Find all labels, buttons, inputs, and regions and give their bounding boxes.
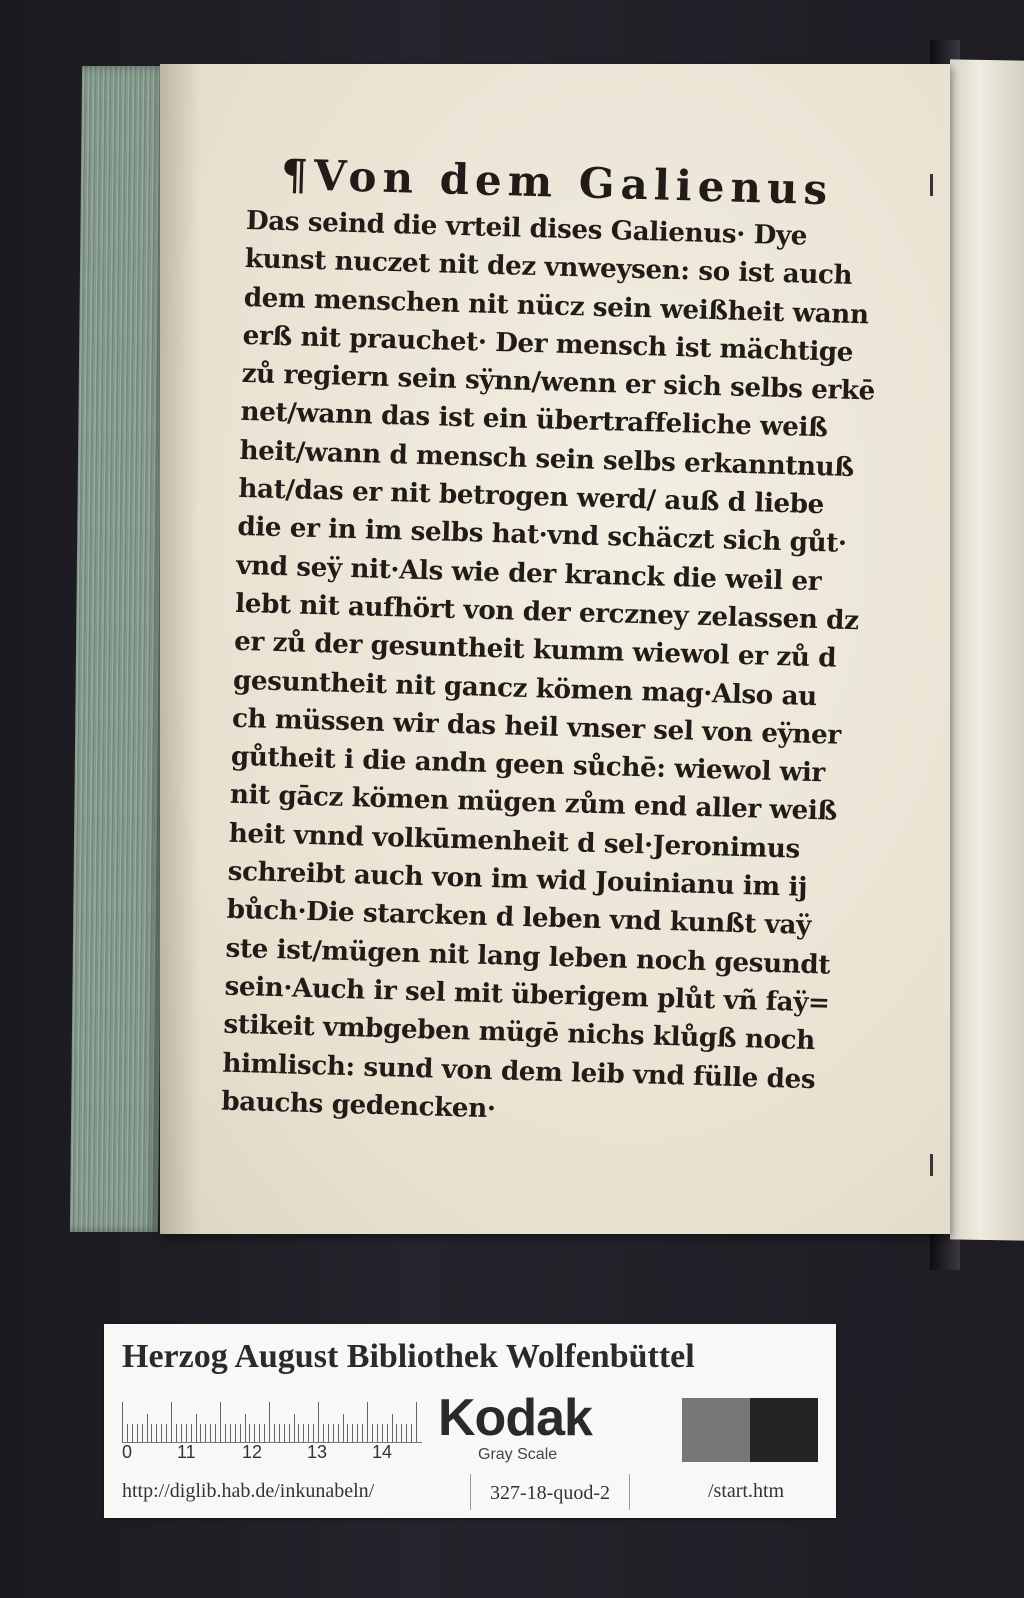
text-line: net/wann das ist ein übertraffeliche weiß [240,396,828,444]
text-line: hat/das er nit betrogen werd/ auß d liebe [238,472,825,521]
ruler-tick [196,1414,197,1442]
ruler-tick [137,1424,138,1442]
margin-mark-bottom [930,1154,933,1176]
dark-swatch [750,1398,818,1462]
ruler-tick [220,1402,221,1442]
ruler-tick [323,1424,324,1442]
text-line: heit vnnd volkūmenheit d sel·Jeronimus [228,817,801,865]
text-line: bůch·Die starcken d leben vnd kunßt vaÿ [226,894,812,942]
ruler-tick [240,1424,241,1442]
ruler-tick [357,1424,358,1442]
ruler-label: 12 [242,1442,263,1462]
text-line: die er in im selbs hat·vnd schäczt sich gůt· [236,511,848,560]
ruler-label: 14 [372,1442,393,1462]
book-page [160,64,950,1234]
ruler-tick [235,1424,236,1442]
ruler-tick [142,1424,143,1442]
ruler-tick [392,1414,393,1442]
ruler-labels [122,1442,422,1466]
text-line: lebt nit aufhört von der erczney zelassen dz [234,587,859,637]
ruler-tick [245,1414,246,1442]
ruler-tick [171,1402,172,1442]
ruler-tick [127,1424,128,1442]
ruler-tick [289,1424,290,1442]
text-line: gesuntheit nit gancz kömen mag·Also au [232,664,818,712]
text-line: Das seind die vrteil dises Galienus· Dye [245,204,808,252]
text-line: schreibt auch von im wid Jouinianu im ij [227,855,808,903]
ruler-tick [215,1424,216,1442]
ruler-tick [377,1424,378,1442]
page-stack-edge [70,66,170,1232]
ruler-label: 0 [122,1442,133,1462]
library-name: Herzog August Bibliothek Wolfenbüttel [122,1338,695,1375]
chapter-heading: ¶Von dem Galienus [280,149,834,215]
ruler-tick [205,1424,206,1442]
ruler-tick [382,1424,383,1442]
ruler-tick [343,1414,344,1442]
ruler-tick [362,1424,363,1442]
ruler-tick [254,1424,255,1442]
ruler-tick [352,1424,353,1442]
ruler-tick [259,1424,260,1442]
text-line: ste ist/mügen nit lang leben noch gesundt [225,932,831,981]
ruler-tick [313,1424,314,1442]
ruler-tick [181,1424,182,1442]
ruler-tick [308,1424,309,1442]
ruler-tick [279,1424,280,1442]
ruler-tick [225,1424,226,1442]
ruler-tick [147,1414,148,1442]
kodak-logo: Kodak [438,1389,592,1447]
ruler-label: 11 [177,1442,196,1462]
text-line: kunst nuczet nit dez vnweysen: so ist auch [244,243,853,292]
page-text-block [220,148,876,1138]
text-line: dem menschen nit nücz sein weißheit wann [243,281,870,330]
ruler-tick [156,1424,157,1442]
ruler-tick [210,1424,211,1442]
text-line: stikeit vmbgeben mügē nichs klůgß noch [223,1008,816,1057]
ruler-tick [411,1424,412,1442]
ruler-tick [249,1424,250,1442]
ruler-tick [191,1424,192,1442]
ruler-tick [284,1424,285,1442]
ruler-tick [401,1424,402,1442]
ruler-tick [294,1414,295,1442]
start-path: /start.htm [708,1480,785,1502]
ruler-tick [132,1424,133,1442]
text-line: ch müssen wir das heil vnser sel von eÿner [231,702,842,751]
text-line: nit gācz kömen mügen zům end aller weiß [229,779,838,828]
library-url: http://diglib.hab.de/inkunabeln/ [122,1480,375,1502]
ruler-tick [122,1402,123,1442]
text-line: zů regiern sein sÿnn/wenn er sich selbs erkē [241,358,876,407]
ruler-tick [338,1424,339,1442]
ruler-tick [318,1402,319,1442]
gray-scale-label: Gray Scale [478,1446,558,1463]
text-line: erß nit prauchet· Der mensch ist mächtige [242,319,854,368]
ruler-tick [333,1424,334,1442]
ruler-label: 13 [307,1442,328,1462]
ruler-tick [161,1424,162,1442]
ruler-tick [298,1424,299,1442]
next-page-edge [950,59,1024,1240]
ruler-tick [274,1424,275,1442]
text-line: vnd seÿ nit·Als wie der kranck die weil er [235,549,822,597]
ruler-tick [387,1424,388,1442]
ruler-tick [396,1424,397,1442]
text-line: gůtheit i die andn geen sůchē: wiewol wir [230,740,826,789]
ruler-tick [416,1402,417,1442]
text-line: heit/wann d mensch sein selbs erkanntnuß [239,434,855,483]
text-line: himlisch: sund von dem leib vnd fülle des [222,1047,816,1095]
library-reference-card [104,1324,836,1518]
ruler-tick [176,1424,177,1442]
ruler-tick [186,1424,187,1442]
ruler-tick [230,1424,231,1442]
text-line: sein·Auch ir sel mit überigem plůt vñ faÿ= [224,970,831,1019]
ruler-tick [372,1424,373,1442]
text-line: bauchs gedencken· [220,1085,496,1125]
ruler-tick [347,1424,348,1442]
gray-swatch [682,1398,750,1462]
ruler-tick [303,1424,304,1442]
margin-mark-top [930,174,933,196]
ruler-tick [269,1402,270,1442]
page-fold-shadow [160,64,200,1234]
ruler-tick [200,1424,201,1442]
ruler-tick [166,1424,167,1442]
ruler-tick [151,1424,152,1442]
ruler-tick [367,1402,368,1442]
measurement-ruler [122,1396,422,1443]
shelfmark-code: 327-18-quod-2 [470,1474,630,1510]
ruler-tick [406,1424,407,1442]
ruler-tick [328,1424,329,1442]
text-line: er zů der gesuntheit kumm wiewol er zů d [233,626,837,674]
ruler-tick [264,1424,265,1442]
